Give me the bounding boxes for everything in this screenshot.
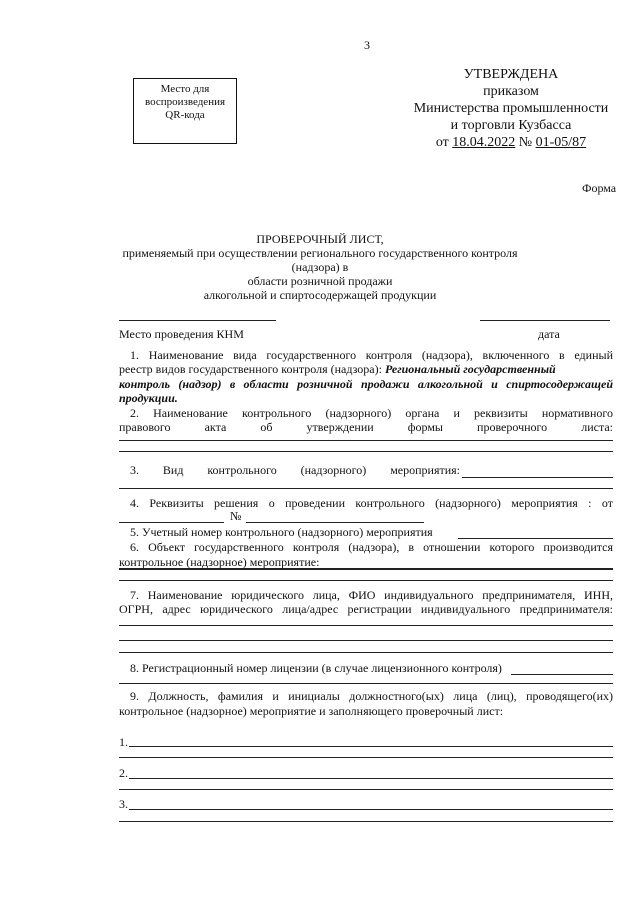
approval-num-sign: № [518, 135, 533, 150]
signer-1-line-2[interactable] [119, 757, 613, 758]
item-4-num-sign: № [230, 509, 242, 523]
item-8-text: 8. Регистрационный номер лицензии (в случае лицензионного контроля) [130, 661, 502, 675]
item-2-line-1: 2. Наименование контрольного (надзорного) органа и реквизиты нормативного [130, 406, 613, 420]
approval-line-1: приказом [483, 84, 539, 99]
item-4-line-1: 4. Реквизиты решения о проведении контрольного (надзорного) мероприятия : от [130, 496, 613, 510]
approval-block [396, 66, 626, 151]
approval-number: 01-05/87 [535, 135, 587, 150]
item-6-fill-line[interactable] [119, 568, 613, 570]
title-line-3: области розничной продажи [247, 274, 393, 288]
item-7-fill-line-2[interactable] [119, 640, 613, 641]
approval-date-prefix: от [435, 135, 449, 150]
approval-line-2: Министерства промышленности [413, 101, 609, 116]
item-1-plain: реестр видов государственного контроля (надзора): [119, 362, 385, 376]
item-6-fill-line-2[interactable] [119, 580, 613, 581]
title-line-2: применяемый при осуществлении регионального государственного контроля (надзора) в [122, 246, 518, 274]
item-3-fill-line[interactable] [462, 477, 613, 478]
signer-3-label: 3. [119, 797, 128, 811]
title-line-4: алкогольной и спиртосодержащей продукции [203, 288, 437, 302]
form-label: Форма [582, 181, 617, 195]
item-1-line-4: продукции. [119, 391, 178, 405]
approval-heading: УТВЕРЖДЕНА [463, 67, 559, 82]
item-6-line-1: 6. Объект государственного контроля (надзора), в отношении которого производится [130, 540, 613, 554]
title-line-1: ПРОВЕРОЧНЫЙ ЛИСТ, [256, 232, 384, 246]
approval-line-3: и торговли Кузбасса [450, 118, 572, 133]
signer-2-line[interactable] [129, 778, 613, 779]
signer-1-line[interactable] [129, 746, 613, 747]
item-2-fill-line-1[interactable] [119, 440, 613, 441]
item-2-line-2: правового акта об утверждении формы проверочного листа: [119, 420, 613, 434]
signer-2-line-2[interactable] [119, 789, 613, 790]
item-5-fill-line[interactable] [458, 538, 613, 539]
signer-3-line[interactable] [129, 809, 613, 810]
document-title [100, 232, 540, 302]
item-2-fill-line-2[interactable] [119, 451, 613, 452]
page-number: 3 [364, 38, 370, 52]
item-1-line-3: контроль (надзор) в области розничной продажи алкогольной и спиртосодержащей [119, 377, 613, 391]
signer-3-line-2[interactable] [119, 821, 613, 822]
item-8-fill-line-2[interactable] [119, 683, 613, 684]
date-blank-line [480, 320, 610, 321]
item-3-fill-line-2[interactable] [119, 488, 613, 489]
approval-date: 18.04.2022 [452, 135, 516, 150]
signer-1-label: 1. [119, 735, 128, 749]
signer-2-label: 2. [119, 766, 128, 780]
item-4-number-line[interactable] [246, 522, 424, 523]
item-8-fill-line[interactable] [511, 674, 613, 675]
item-5-text: 5. Учетный номер контрольного (надзорного) мероприятия [130, 525, 433, 539]
item-3-text: 3. Вид контрольного (надзорного) мероприятия: [130, 463, 460, 477]
qr-placeholder-text: Место для воспроизведения QR-кода [144, 83, 226, 121]
item-1-line-1: 1. Наименование вида государственного контроля (надзора), включенного в единый [130, 348, 613, 362]
item-4-date-line[interactable] [119, 522, 224, 523]
item-7-fill-line-1[interactable] [119, 625, 613, 626]
approval-date-line [396, 134, 626, 151]
item-9-line-2: контрольное (надзорное) мероприятие и заполняющего проверочный лист: [119, 704, 504, 718]
item-7-line-1: 7. Наименование юридического лица, ФИО индивидуального предпринимателя, ИНН, [130, 588, 613, 602]
item-1-bold-a: Региональный государственный [384, 362, 556, 376]
place-label: Место проведения КНМ [119, 327, 244, 341]
item-9-line-1: 9. Должность, фамилия и инициалы должностного(ых) лица (лиц), проводящего(их) [130, 689, 613, 703]
item-6-line-2: контрольное (надзорное) мероприятие: [119, 555, 320, 569]
place-blank-line [119, 320, 276, 321]
item-7-fill-line-3[interactable] [119, 652, 613, 653]
qr-code-placeholder [133, 78, 237, 144]
date-label: дата [538, 327, 560, 341]
item-1-line-2 [119, 362, 613, 376]
item-7-line-2: ОГРН, адрес юридического лица/адрес регистрации индивидуального предпринимателя: [119, 602, 613, 616]
